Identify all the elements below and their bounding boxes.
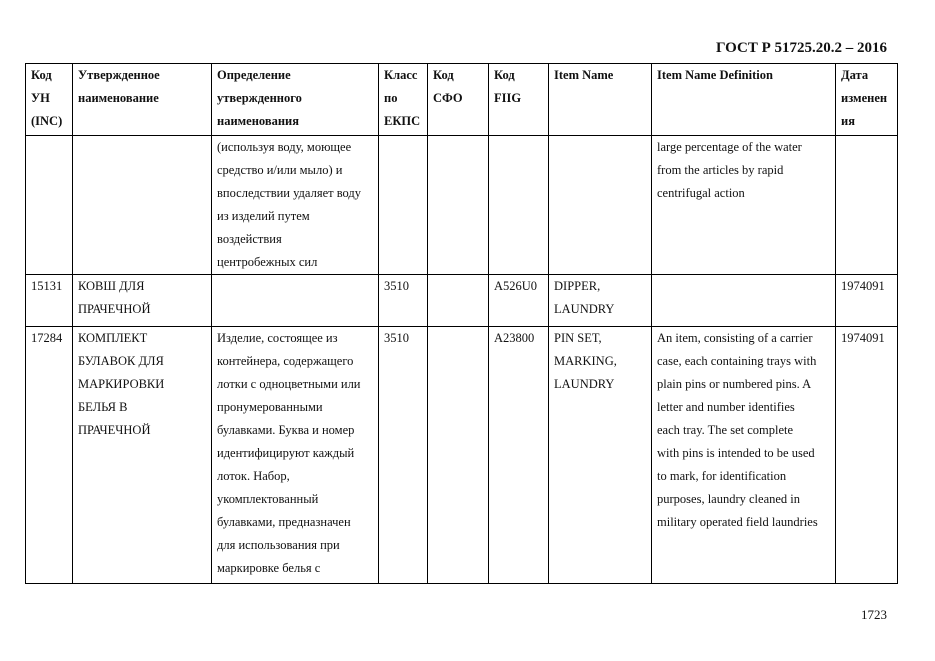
- col-header-item-name-definition: Item Name Definition: [652, 64, 836, 136]
- cell-approved-name: [73, 136, 212, 275]
- cell-item-name: DIPPER, LAUNDRY: [549, 275, 652, 327]
- cell-item-name: PIN SET, MARKING, LAUNDRY: [549, 327, 652, 584]
- cell-sfo-code: [428, 327, 489, 584]
- cell-change-date: 1974091: [836, 327, 898, 584]
- cell-fiig-code: A23800: [489, 327, 549, 584]
- cell-sfo-code: [428, 275, 489, 327]
- cell-change-date: 1974091: [836, 275, 898, 327]
- col-header-inc-code: Код УН (INC): [26, 64, 73, 136]
- table-row: [26, 136, 898, 275]
- cell-class: 3510: [379, 275, 428, 327]
- cell-name-definition: [212, 275, 379, 327]
- col-header-change-date: Дата изменен ия: [836, 64, 898, 136]
- cell-inc-code: [26, 136, 73, 275]
- col-header-item-name: Item Name: [549, 64, 652, 136]
- cell-class: [379, 136, 428, 275]
- table-row: [26, 327, 898, 584]
- catalog-table: [25, 63, 898, 584]
- page-number: 1723: [861, 607, 887, 622]
- col-header-approved-name: Утвержденное наименование: [73, 64, 212, 136]
- document-title: ГОСТ Р 51725.20.2 – 2016: [715, 40, 887, 56]
- cell-inc-code: 15131: [26, 275, 73, 327]
- cell-fiig-code: [489, 136, 549, 275]
- cell-item-name: [549, 136, 652, 275]
- col-header-name-definition: Определение утвержденного наименования: [212, 64, 379, 136]
- cell-fiig-code: A526U0: [489, 275, 549, 327]
- cell-class: 3510: [379, 327, 428, 584]
- cell-sfo-code: [428, 136, 489, 275]
- cell-item-name-definition: large percentage of the water from the articles by rapid centrifugal action: [652, 136, 836, 275]
- cell-name-definition: (используя воду, моющее средство и/или мыло) и впоследствии удаляет воду из изделий путем воздействия центробежных сил: [212, 136, 379, 275]
- cell-item-name-definition: An item, consisting of a carrier case, each containing trays with plain pins or numbered pins. A letter and number identifies each tray. The set complete with pins is intended to be used to mark, for identification purposes, laundry cleaned in military operated field laundries: [652, 327, 836, 584]
- table-header-row: [26, 64, 898, 136]
- cell-name-definition: Изделие, состоящее из контейнера, содержащего лотки с одноцветными или пронумерованными булавками. Буква и номер идентифицируют каждый лоток. Набор, укомплектованный булавками, предназначен для использования при маркировке белья с: [212, 327, 379, 584]
- cell-approved-name: КОВШ ДЛЯ ПРАЧЕЧНОЙ: [73, 275, 212, 327]
- cell-approved-name: КОМПЛЕКТ БУЛАВОК ДЛЯ МАРКИРОВКИ БЕЛЬЯ В ПРАЧЕЧНОЙ: [73, 327, 212, 584]
- table-row: [26, 275, 898, 327]
- col-header-sfo-code: Код СФО: [428, 64, 489, 136]
- col-header-fiig-code: Код FIIG: [489, 64, 549, 136]
- cell-change-date: [836, 136, 898, 275]
- col-header-class: Класс по ЕКПС: [379, 64, 428, 136]
- cell-inc-code: 17284: [26, 327, 73, 584]
- cell-item-name-definition: [652, 275, 836, 327]
